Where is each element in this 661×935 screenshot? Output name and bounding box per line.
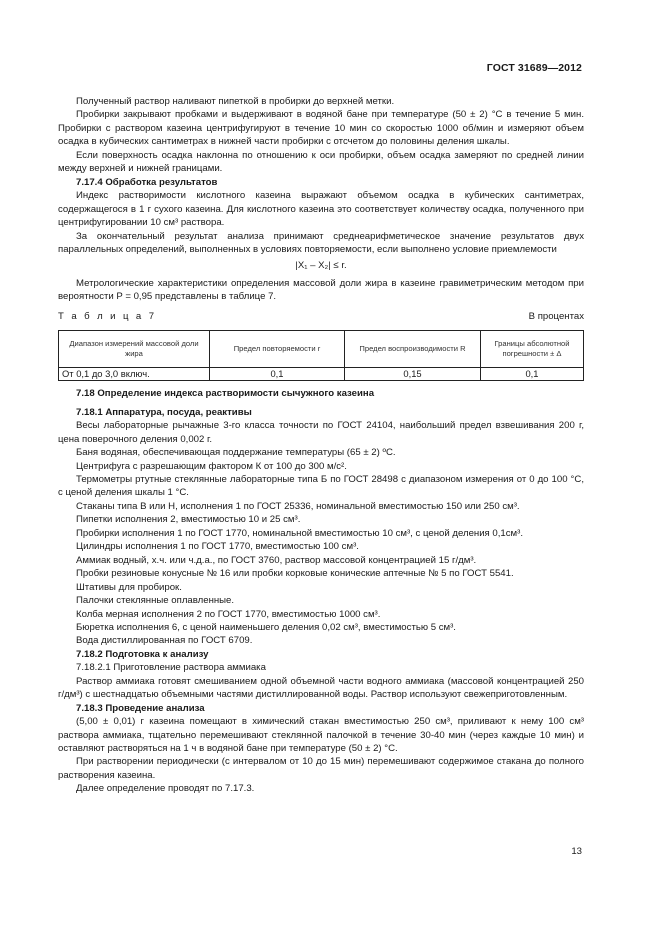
table-header-cell: Предел воспроизводимости R: [345, 331, 481, 368]
table-units: В процентах: [528, 310, 584, 322]
list-item: Баня водяная, обеспечивающая поддержание температуры (65 ± 2) ºС.: [76, 447, 396, 459]
list-item: Вода дистиллированная по ГОСТ 6709.: [76, 635, 253, 647]
list-item: Весы лабораторные рычажные 3-го класса точности по ГОСТ 24104, наибольший предел взвешивания 200 г, цена поверочного деления 0,002 г.: [58, 420, 584, 445]
section-heading-7-18-3: 7.18.3 Проведение анализа: [76, 702, 205, 714]
paragraph: Далее определение проводят по 7.17.3.: [76, 783, 255, 795]
table-header-cell: Предел повторяемости r: [210, 331, 345, 368]
section-heading-7-17-4: 7.17.4 Обработка результатов: [76, 176, 218, 188]
table-caption: Т а б л и ц а 7: [58, 310, 157, 322]
paragraph: Пробирки закрывают пробками и выдерживают в водяной бане при температуре (50 ± 2) °С в течение 5 мин. Пробирки с раствором казеина центрифугируют в течение 10 мин со скоростью 1000 об/мин и измеряют объем осадка в кубических сантиметрах в нижней части пробирки с отсчетом до половины деления шкалы.: [58, 109, 584, 148]
paragraph: Раствор аммиака готовят смешиванием одной объемной части водного аммиака (массовой концентрацией 250 г/дм³) с шестнадцатью объемными частями дистиллированной воды. Раствор используют свежеприготовленным.: [58, 675, 584, 701]
table-cell: 0,15: [345, 368, 481, 381]
table-cell: 0,1: [481, 368, 584, 381]
formula: |X₁ – X₂| ≤ r.: [295, 260, 347, 272]
paragraph: (5,00 ± 0,01) г казеина помещают в химический стакан вместимостью 250 см³, приливают к нему 100 см³ раствора аммиака, тщательно перемешивают стеклянной палочкой в течение 30-40 мин (через каждые 10 мин) и оставляют растворяться на 1 ч в водяной бане при температуре (50 ± 2) °С.: [58, 716, 584, 755]
list-item: Пипетки исполнения 2, вместимостью 10 и 25 см³.: [76, 514, 301, 526]
table-caption-row: [58, 310, 584, 323]
list-item: Аммиак водный, х.ч. или ч.д.а., по ГОСТ 3760, раствор массовой концентрацией 15 г/дм³.: [76, 554, 477, 566]
subsection-heading-7-18-2-1: 7.18.2.1 Приготовление раствора аммиака: [76, 662, 266, 674]
table-header-cell: Границы абсолютной погрешности ± Δ: [481, 331, 584, 368]
list-item: Колба мерная исполнения 2 по ГОСТ 1770, вместимостью 1000 см³.: [76, 608, 381, 620]
paragraph: При растворении периодически (с интервалом от 10 до 15 мин) перемешивают содержимое стакана до полного растворения казеина.: [58, 756, 584, 781]
page-body: [58, 95, 584, 796]
table-cell: От 0,1 до 3,0 включ.: [59, 368, 210, 381]
table-7: [58, 330, 584, 381]
list-item: Палочки стеклянные оплавленные.: [76, 595, 235, 607]
paragraph: Метрологические характеристики определения массовой доли жира в казеине гравиметрическим методом при вероятности P = 0,95 представлены в таблице 7.: [58, 277, 584, 303]
list-item: Цилиндры исполнения 1 по ГОСТ 1770, вместимостью 100 см³.: [76, 541, 359, 553]
list-item: Центрифуга с разрешающим фактором К от 100 до 300 м/с².: [76, 460, 347, 472]
section-heading-7-18: 7.18 Определение индекса растворимости сычужного казеина: [76, 388, 375, 400]
paragraph: Полученный раствор наливают пипеткой в пробирки до верхней метки.: [76, 96, 395, 107]
section-heading-7-18-1: 7.18.1 Аппаратура, посуда, реактивы: [76, 406, 252, 418]
table-header-cell: Диапазон измерений массовой доли жира: [59, 331, 210, 368]
table-header-row: [59, 331, 584, 368]
list-item: Термометры ртутные стеклянные лабораторные типа Б по ГОСТ 28498 с диапазоном измерения от 0 до 100 °С, с ценой деления шкалы 1 °С.: [58, 473, 584, 499]
paragraph: Индекс растворимости кислотного казеина выражают объемом осадка в кубических сантиметрах, содержащегося в 1 г сухого казеина. Для кислотного казеина это соответствует количеству осадка, полученного при центрифугировании 10 см³ раствора.: [58, 190, 584, 229]
equipment-list: [58, 419, 584, 648]
list-item: Стаканы типа В или Н, исполнения 1 по ГОСТ 25336, номинальной вместимостью 150 или 250 см³.: [76, 500, 520, 512]
table-row: [59, 368, 584, 381]
list-item: Пробки резиновые конусные № 16 или пробки корковые конические аптечные № 5 по ГОСТ 5541.: [76, 568, 514, 580]
paragraph: За окончательный результат анализа принимают среднеарифметическое значение результатов двух параллельных определений, выполненных в условиях повторяемости, если выполнено условие приемлемости: [58, 230, 584, 255]
table-cell: 0,1: [210, 368, 345, 381]
section-heading-7-18-2: 7.18.2 Подготовка к анализу: [76, 648, 209, 660]
list-item: Пробирки исполнения 1 по ГОСТ 1770, номинальной вместимостью 10 см³, с ценой деления 0,1см³.: [76, 527, 524, 539]
page-number: 13: [571, 846, 582, 857]
list-item: Бюретка исполнения 6, с ценой наименьшего деления 0,02 см³, вместимостью 5 см³.: [76, 621, 456, 633]
paragraph: Если поверхность осадка наклонна по отношению к оси пробирки, объем осадка замеряют по средней линии между верхней и нижней границами.: [58, 149, 584, 175]
document-code: ГОСТ 31689—2012: [486, 62, 582, 74]
list-item: Штативы для пробирок.: [76, 581, 182, 593]
